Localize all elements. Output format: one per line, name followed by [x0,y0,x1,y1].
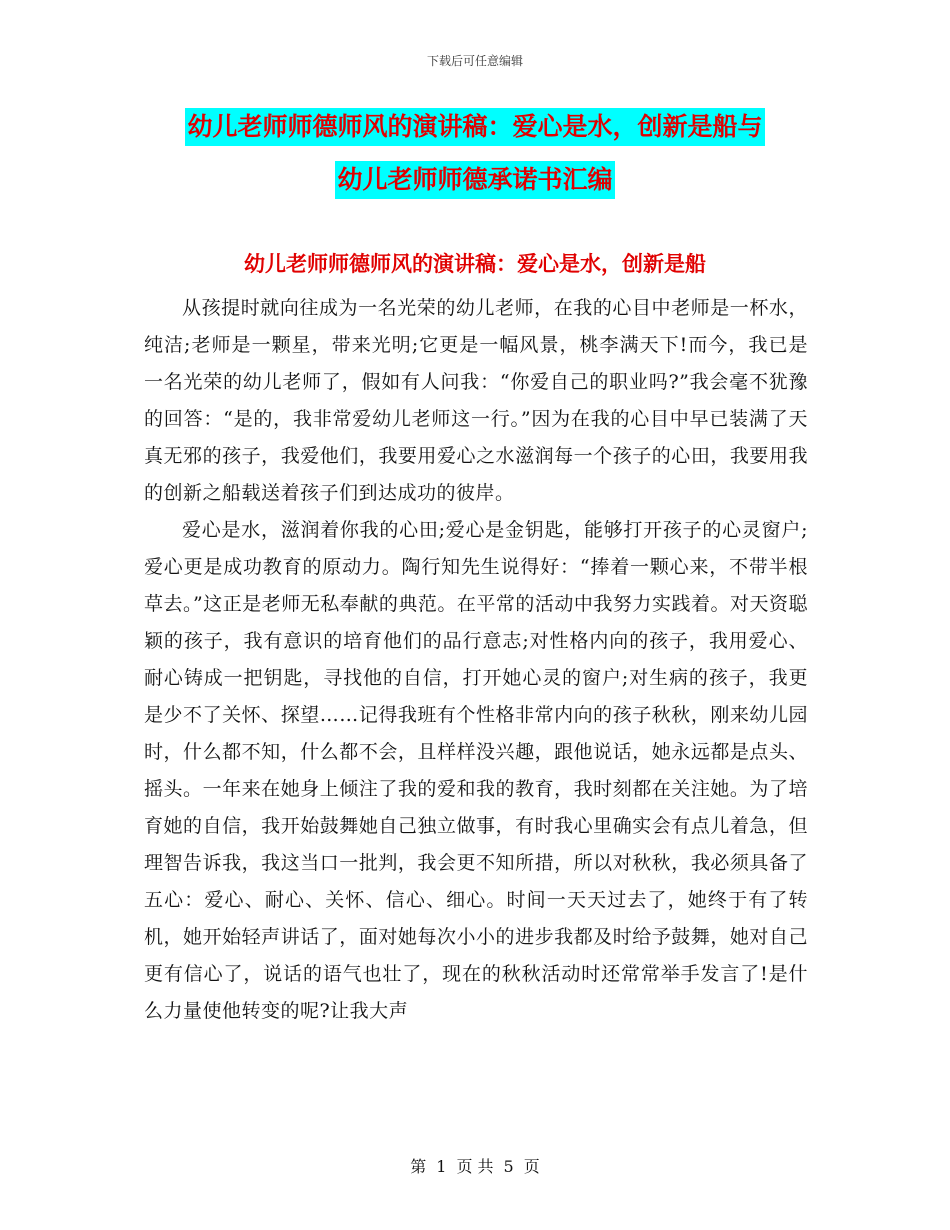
footer-suffix: 页 [523,1157,540,1176]
document-title [0,108,950,199]
title-line-2: 幼儿老师师德承诺书汇编 [335,161,614,199]
section-heading: 幼儿老师师德师风的演讲稿：爱心是水，创新是船 [244,251,706,276]
paragraph: 从孩提时就向往成为一名光荣的幼儿老师，在我的心目中老师是一杯水，纯洁;老师是一颗星，带来光明;它更是一幅风景，桃李满天下!而今，我已是一名光荣的幼儿老师了，假如有人问我：“你爱自己的职业吗?”我会毫不犹豫的回答：“是的，我非常爱幼儿老师这一行。”因为在我的心目中早已装满了天真无邪的孩子，我爱他们，我要用爱心之水滋润每一个孩子的心田，我要用我的创新之船载送着孩子们到达成功的彼岸。 [144,297,808,504]
paragraph: 爱心是水，滋润着你我的心田;爱心是金钥匙，能够打开孩子的心灵窗户;爱心更是成功教育的原动力。陶行知先生说得好：“捧着一颗心来，不带半根草去。”这正是老师无私奉献的典范。在平常的活动中我努力实践着。对天资聪颖的孩子，我有意识的培育他们的品行意志;对性格内向的孩子，我用爱心、耐心铸成一把钥匙，寻找他的自信，打开她心灵的窗户;对生病的孩子，我更是少不了关怀、探望……记得我班有个性格非常内向的孩子秋秋，刚来幼儿园时，什么都不知，什么都不会，且样样没兴趣，跟他说话，她永远都是点头、摇头。一年来在她身上倾注了我的爱和我的教育，我时刻都在关注她。为了培育她的自信，我开始鼓舞她自己独立做事，有时我心里确实会有点儿着急，但理智告诉我，我这当口一批判，我会更不知所措，所以对秋秋，我必须具备了五心：爱心、耐心、关怀、信心、细心。时间一天天过去了，她终于有了转机，她开始轻声讲话了，面对她每次小小的进步我都及时给予鼓舞，她对自己更有信心了，说话的语气也壮了，现在的秋秋活动时还常常举手发言了!是什么力量使他转变的呢?让我大声 [144,519,808,1022]
footer-middle: 页 共 [456,1157,494,1176]
title-line-1: 幼儿老师师德师风的演讲稿：爱心是水，创新是船与 [185,108,764,146]
body-text [144,290,808,1030]
current-page-number: 1 [436,1157,447,1176]
header-note: 下载后可任意编辑 [426,54,523,68]
total-pages-number: 5 [503,1157,514,1176]
page-footer [0,1154,950,1177]
footer-prefix: 第 [410,1157,427,1176]
